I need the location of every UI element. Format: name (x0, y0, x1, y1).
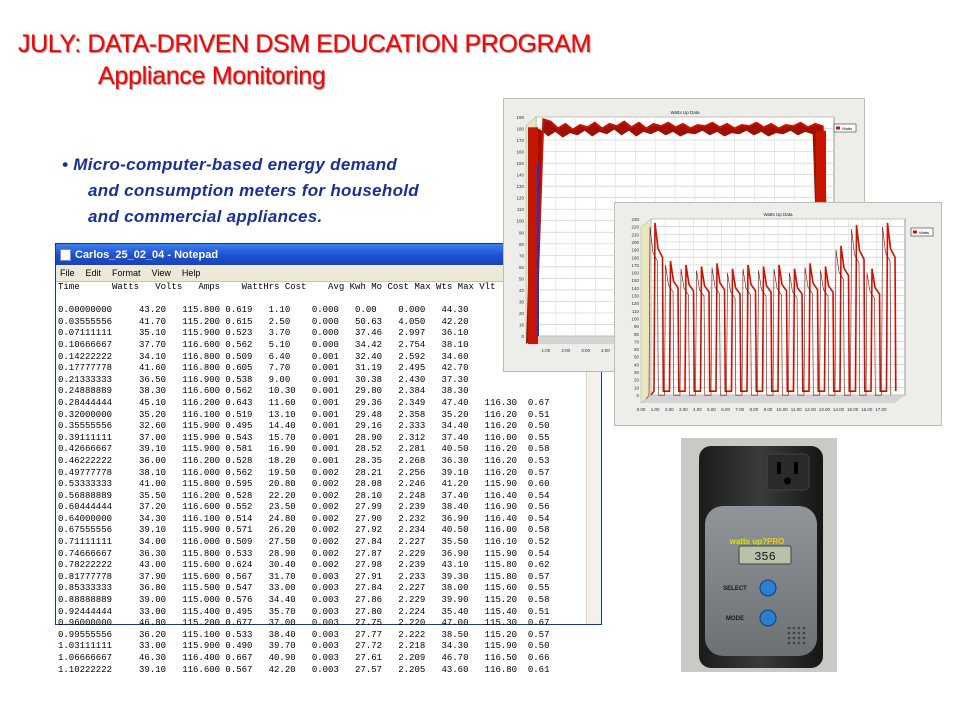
y-tick-label: 100 (631, 316, 639, 322)
notepad-line: 0.32000000 35.20 116.100 0.519 13.10 0.001 29.48 2.358 35.20 116.20 0.51 (58, 409, 550, 420)
select-label: SELECT (723, 586, 747, 592)
notepad-line: 0.42666667 39.10 115.900 0.581 16.90 0.001 28.52 2.281 40.50 116.20 0.58 (58, 444, 550, 455)
notepad-line: Time Watts Volts Amps WattHrs Cost Avg Kwh Mo Cost Max Wts Max Vlt (58, 282, 496, 292)
notepad-line: 0.00000000 43.20 115.800 0.619 1.10 0.000 0.00 0.000 44.30 (58, 305, 469, 316)
y-tick-label: 190 (516, 115, 524, 120)
notepad-line: 0.85333333 36.80 115.500 0.547 33.00 0.003 27.84 2.227 38.00 115.60 0.55 (58, 583, 550, 594)
x-tick-label: 1.00 (650, 407, 660, 412)
y-tick-label: 100 (516, 218, 524, 224)
x-tick-label: 11.00 (790, 407, 802, 412)
x-tick-label: 9.00 (763, 407, 773, 412)
notepad-line: 0.92444444 33.00 115.400 0.495 35.70 0.003 27.80 2.224 35.40 115.40 0.51 (58, 606, 550, 617)
notepad-line: 0.64000000 34.30 116.100 0.514 24.80 0.002 27.90 2.232 36.90 116.40 0.54 (58, 513, 550, 524)
notepad-line: 0.60444444 37.20 116.600 0.552 23.50 0.002 27.99 2.239 38.40 116.90 0.56 (58, 502, 550, 513)
notepad-line: 0.46222222 36.00 116.200 0.528 18.20 0.001 28.35 2.268 36.30 116.20 0.53 (58, 455, 550, 466)
bullet-text (62, 152, 502, 230)
y-tick-label: 120 (516, 195, 524, 201)
y-tick-label: 80 (633, 331, 639, 337)
x-tick-label: 7.00 (735, 407, 745, 412)
y-tick-label: 200 (631, 239, 639, 245)
outlet-slot-right (794, 462, 798, 474)
y-tick-label: 0 (636, 393, 639, 398)
meter-face (705, 506, 817, 656)
select-button (760, 580, 776, 596)
x-tick-label: 0.00 (636, 407, 646, 412)
x-tick-label: 6.00 (721, 407, 731, 412)
y-tick-label: 0 (521, 334, 524, 339)
legend-label: Watts (842, 126, 853, 131)
y-tick-label: 70 (518, 253, 524, 259)
notepad-line: 0.53333333 41.00 115.800 0.595 20.80 0.002 28.08 2.246 41.20 115.90 0.60 (58, 479, 550, 490)
y-tick-label: 220 (631, 224, 639, 230)
legend-swatch (836, 127, 840, 130)
watts-chart-2-svg (615, 203, 941, 425)
x-tick-label: 16.00 (861, 407, 873, 412)
x-tick-label: 10.00 (776, 407, 788, 412)
y-tick-label: 20 (633, 377, 639, 383)
notepad-line: 0.67555556 39.10 115.900 0.571 26.20 0.002 27.92 2.234 40.50 116.00 0.58 (58, 525, 550, 536)
menu-view[interactable]: View (151, 268, 171, 278)
notepad-line: 0.74666667 36.30 115.800 0.533 28.90 0.002 27.87 2.229 36.90 115.90 0.54 (58, 548, 550, 559)
notepad-line: 1.06666667 46.30 116.400 0.667 40.90 0.003 27.61 2.209 46.70 116.50 0.66 (58, 653, 550, 663)
outlet-slot-left (777, 462, 781, 474)
x-tick-label: 13.00 (818, 407, 831, 412)
notepad-line: 0.24888889 38.30 116.600 0.562 10.30 0.001 29.80 2.384 38.30 (58, 386, 469, 397)
notepad-line: 0.56888889 35.50 116.200 0.528 22.20 0.002 28.10 2.248 37.40 116.40 0.54 (58, 490, 550, 501)
notepad-line: 0.49777778 38.10 116.000 0.562 19.50 0.002 28.21 2.256 39.10 116.20 0.57 (58, 467, 550, 478)
notepad-line: 0.03555556 41.70 115.200 0.615 2.50 0.000 50.63 4.050 42.20 (58, 316, 469, 327)
notepad-line: 0.99555556 36.20 115.100 0.533 38.40 0.003 27.77 2.222 38.50 115.20 0.57 (58, 629, 550, 640)
outlet-ground (784, 478, 791, 485)
y-tick-label: 60 (633, 347, 639, 353)
notepad-line: 0.39111111 37.00 115.900 0.543 15.70 0.001 28.90 2.312 37.40 116.00 0.55 (58, 432, 550, 443)
y-tick-label: 10 (518, 322, 524, 328)
meter-drawing (681, 438, 837, 672)
y-tick-label: 40 (633, 362, 639, 368)
legend-label: Watts (919, 230, 930, 235)
notepad-icon (60, 249, 71, 261)
slide-title: JULY: DATA-DRIVEN DSM EDUCATION PROGRAM (18, 30, 591, 58)
bullet-line-1: • Micro-computer-based energy demand (62, 155, 398, 174)
x-tick-label: 12.00 (804, 407, 816, 412)
notepad-line: 0.96000000 46.80 115.200 0.677 37.00 0.003 27.75 2.220 47.00 115.30 0.67 (58, 618, 550, 629)
y-tick-label: 10 (633, 385, 639, 391)
x-tick-label: 8.00 (749, 407, 759, 412)
y-tick-label: 90 (633, 324, 639, 330)
watts-chart-2 (614, 202, 942, 426)
y-tick-label: 30 (518, 299, 524, 305)
y-tick-label: 230 (631, 217, 639, 222)
y-tick-label: 40 (518, 287, 524, 293)
x-tick-label: 2.00 (664, 407, 674, 412)
y-tick-label: 90 (518, 230, 524, 236)
notepad-line: 0.28444444 45.10 116.200 0.643 11.60 0.001 29.36 2.349 47.40 116.30 0.67 (58, 397, 550, 408)
y-tick-label: 210 (631, 232, 639, 238)
y-tick-label: 180 (631, 255, 639, 261)
y-tick-label: 190 (631, 247, 639, 253)
notepad-line: 0.10666667 37.70 116.600 0.562 5.10 0.000 34.42 2.754 38.10 (58, 339, 469, 350)
notepad-line: 0.17777778 41.60 116.800 0.605 7.70 0.001 31.19 2.495 42.70 (58, 363, 469, 374)
notepad-line: 0.07111111 35.10 115.900 0.523 3.70 0.000 37.46 2.997 36.10 (58, 328, 469, 339)
y-tick-label: 20 (518, 310, 524, 316)
x-tick-label: 14.00 (832, 407, 845, 412)
y-tick-label: 150 (516, 161, 524, 167)
y-tick-label: 170 (516, 138, 524, 144)
notepad-line: 0.78222222 43.00 115.600 0.624 30.40 0.002 27.98 2.239 43.10 115.80 0.62 (58, 560, 550, 571)
notepad-line: 0.14222222 34.10 116.800 0.509 6.40 0.001 32.40 2.592 34.60 (58, 351, 469, 362)
chart-title: Watts Up Data (670, 110, 700, 115)
chart-title: Watts Up Data (763, 212, 793, 217)
notepad-line: 0.35555556 32.60 115.900 0.495 14.40 0.001 29.16 2.333 34.40 116.20 0.50 (58, 421, 550, 432)
mode-label: MODE (726, 616, 744, 622)
menu-help[interactable]: Help (181, 268, 201, 278)
x-tick-label: 2:00 (561, 348, 571, 353)
notepad-line: 0.81777778 37.90 115.600 0.567 31.70 0.003 27.91 2.233 39.30 115.80 0.57 (58, 571, 550, 582)
y-tick-label: 130 (631, 293, 639, 299)
y-tick-label: 60 (518, 264, 524, 270)
lcd-reading: 356 (754, 550, 776, 564)
y-tick-label: 180 (516, 126, 524, 132)
x-tick-label: 17.00 (875, 407, 887, 412)
chart-floor (641, 395, 905, 403)
outlet-plate (767, 454, 809, 490)
bullet-marker: • (62, 155, 69, 174)
y-tick-label: 70 (633, 339, 639, 345)
notepad-line: 0.71111111 34.00 116.000 0.509 27.50 0.002 27.84 2.227 35.50 116.10 0.52 (58, 537, 550, 548)
notepad-line: 1.10222222 39.10 116.600 0.567 42.20 0.003 27.57 2.205 43.60 116.80 0.61 (58, 664, 550, 675)
menu-format[interactable]: Format (112, 268, 141, 278)
y-tick-label: 110 (516, 207, 524, 213)
x-tick-label: 3.00 (678, 407, 688, 412)
x-tick-label: 3:00 (581, 348, 590, 353)
x-tick-label: 4:00 (601, 348, 610, 353)
y-tick-label: 160 (516, 149, 524, 155)
y-tick-label: 80 (518, 241, 524, 247)
x-tick-label: 1:00 (541, 348, 551, 353)
y-tick-label: 170 (631, 262, 639, 268)
notepad-line: 0.88888889 39.00 115.000 0.576 34.40 0.003 27.86 2.229 39.90 115.20 0.58 (58, 595, 550, 606)
bullet-line-2: and consumption meters for household (88, 181, 419, 200)
y-tick-label: 140 (516, 172, 524, 178)
menu-edit[interactable]: Edit (85, 268, 102, 278)
mode-button (760, 610, 776, 626)
x-tick-label: 5.00 (707, 407, 716, 412)
brand-label: watts up?PRO (729, 537, 785, 546)
notepad-title: Carlos_25_02_04 - Notepad (75, 248, 219, 261)
x-tick-label: 4.00 (693, 407, 702, 412)
y-tick-label: 120 (631, 301, 639, 307)
notepad-line: 0.21333333 36.50 116.900 0.538 9.00 0.001 30.38 2.430 37.30 (58, 374, 469, 385)
y-tick-label: 150 (631, 278, 639, 284)
legend-swatch (913, 231, 917, 234)
y-tick-label: 50 (518, 276, 524, 282)
y-tick-label: 130 (516, 184, 524, 190)
notepad-line: 1.03111111 33.00 115.900 0.490 39.70 0.003 27.72 2.218 34.30 115.90 0.50 (58, 641, 550, 652)
bullet-line-3: and commercial appliances. (88, 207, 323, 226)
menu-file[interactable]: File (60, 268, 75, 278)
y-tick-label: 50 (633, 354, 639, 360)
y-tick-label: 110 (631, 308, 639, 314)
watts-up-meter-photo (681, 438, 837, 672)
slide-subtitle: Appliance Monitoring (98, 62, 326, 90)
y-tick-label: 30 (633, 370, 639, 376)
x-tick-label: 15.00 (847, 407, 859, 412)
y-tick-label: 160 (631, 270, 639, 276)
y-tick-label: 140 (631, 285, 639, 291)
